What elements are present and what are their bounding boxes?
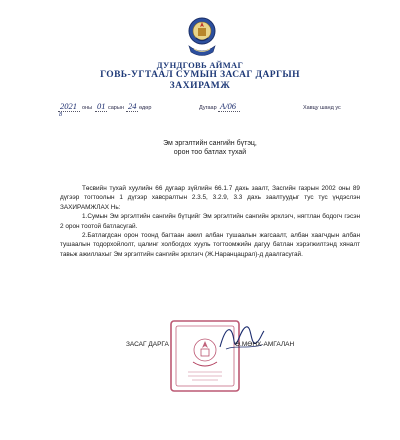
paragraph-item-1: 1.Сумын Эм эргэлтийн сангийн бүтцийг Эм эргэлтийн сангийн эрхлэгч, нягтлан бодогч гэсэн 2 орон тоотой батласугай. — [60, 213, 360, 230]
state-emblem-icon — [186, 16, 218, 60]
document-type: ЗАХИРАМЖ — [169, 81, 231, 91]
paragraph-item-2: 2.Батлагдсан орон тоонд багтаан ажил албан тушаалын жагсаалт, албан хаагчдын албан тушаалын тодорхойлолт, цалинг холбогдох хууль тогтоомжийн дагуу батлан хэрэгжилтэнд хяналт тавьж ажиллахыг Эм эргэлтийн сангийн эрхлэгч (Ж.Наранцацрал)-д даалгасугай. — [60, 232, 360, 258]
office-name: ГОВЬ-УГТААЛ СУМЫН ЗАСАГ ДАРГЫН — [100, 70, 300, 80]
handwritten-signature — [216, 319, 268, 357]
signatory-title: ЗАСАГ ДАРГА — [126, 341, 169, 348]
year-label: оны — [82, 105, 93, 111]
paragraph-preamble: Төсвийн тухай хуулийн 66 дугаар зүйлийн 66.1.7 дахь заалт, Засгийн газрын 2002 оны 89 дүгээр тогтоолын 1 дүгээр хавсралтын 2.3.5, 3.2.9, 3.3 дахь заалтуудыг тус тус үндэслэн ЗАХИРАМЖЛАХ Нь: — [60, 185, 360, 211]
number-label: Дугаар — [199, 105, 217, 111]
day-label: өдөр — [139, 105, 152, 111]
place-label: Хавцу шанд ус — [303, 105, 341, 111]
signatory-name: Ө.МӨНХ-АМГАЛАН — [235, 341, 295, 348]
month-label: сарын — [108, 105, 124, 111]
extra-mark: 8 — [59, 112, 62, 118]
decree-title-line1: Эм эргэлтийн сангийн бүтэц, — [163, 140, 257, 147]
aimag-name: ДУНДГОВЬ АЙМАГ — [156, 60, 244, 70]
decree-title-line2: орон тоо батлах тухай — [173, 149, 247, 156]
year-value: 2021 — [60, 101, 77, 111]
day-value: 24 — [128, 101, 137, 111]
decree-body — [60, 184, 360, 259]
number-value: А/06 — [220, 101, 237, 111]
month-value: 01 — [97, 101, 106, 111]
